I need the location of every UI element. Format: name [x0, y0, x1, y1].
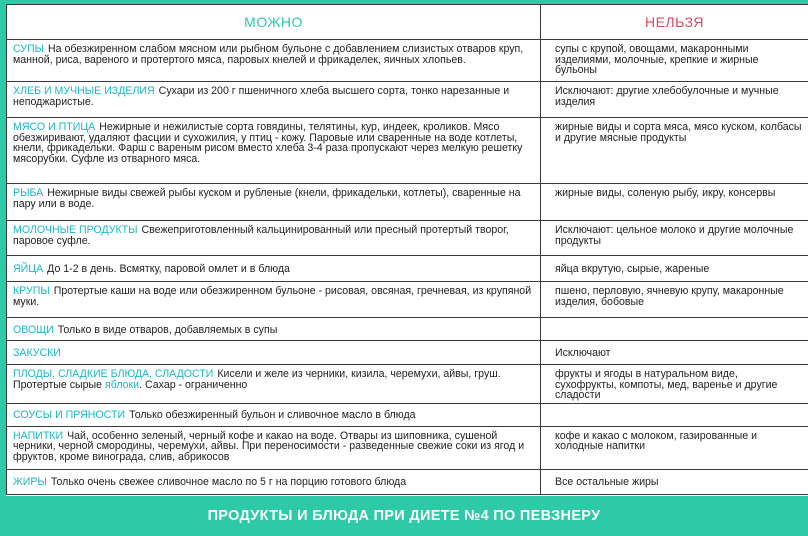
category-label: ХЛЕБ И МУЧНЫЕ ИЗДЕЛИЯ [13, 85, 155, 97]
forbidden-cell [541, 282, 808, 318]
forbidden-text: супы с крупой, овощами, макаронными изделиями, молочные, крепкие и жирные бульоны [555, 43, 759, 77]
table-row [7, 365, 808, 404]
forbidden-text: Исключают: цельное молоко и другие молочные продукты [555, 224, 794, 247]
category-label: МОЛОЧНЫЕ ПРОДУКТЫ [13, 224, 138, 236]
forbidden-text: Исключают [555, 347, 611, 360]
category-label: СУПЫ [13, 43, 45, 55]
allowed-cell [7, 82, 541, 118]
category-label: РЫБА [13, 187, 44, 199]
allowed-cell [7, 221, 541, 256]
category-label: МЯСО И ПТИЦА [13, 121, 96, 133]
table-header-row [7, 5, 808, 40]
table-row [7, 282, 808, 318]
allowed-cell [7, 469, 541, 494]
forbidden-cell [541, 365, 808, 404]
allowed-cell [7, 184, 541, 221]
forbidden-text: фрукты и ягоды в натуральном виде, сухофрукты, компоты, мед, варенье и другие сладости [555, 368, 778, 402]
forbidden-text: Все остальные жиры [555, 476, 659, 489]
allowed-text: Нежирные виды свежей рыбы куском и рубленые (кнели, фрикадельки, котлеты), сваренные на пару или в воде. [13, 187, 521, 210]
allowed-cell [7, 256, 541, 282]
footer-title: ПРОДУКТЫ И БЛЮДА ПРИ ДИЕТЕ №4 ПО ПЕВЗНЕРУ [207, 508, 601, 524]
allowed-cell [7, 426, 541, 469]
table-row [7, 426, 808, 469]
allowed-text: Чай, особенно зеленый, черный кофе и какао на воде. Отвары из шиповника, сушеной черники, черной смородины, черемухи, айвы. При переносимости - разведенные свежие соки из ягод и фруктов, кроме винограда, слив, абрикосов [13, 429, 525, 463]
allowed-text: Нежирные и нежилистые сорта говядины, телятины, кур, индеек, кроликов. Мясо обезжиривают, удаляют фасции и сухожилия, у птиц - кожу. Паровые или сваренные на воде котлеты, кнели, фрикадельки. Фарш с вареным рисом вместо хлеба 3-4 раза пропускают через мелкую решетку мясорубки. Суфле из отварного мяса. [13, 121, 523, 165]
forbidden-cell [541, 40, 808, 82]
category-label: ЯЙЦА [13, 263, 44, 276]
category-label: ОВОЩИ [13, 323, 54, 336]
forbidden-cell [541, 256, 808, 282]
forbidden-cell [541, 221, 808, 256]
forbidden-cell [541, 403, 808, 426]
table-row [7, 118, 808, 184]
allowed-text: Только обезжиренный бульон и сливочное масло в блюда [129, 409, 416, 422]
highlighted-word: яблоки [105, 378, 140, 391]
allowed-cell [7, 40, 541, 82]
diet-table-sheet [6, 4, 808, 496]
category-label: ЖИРЫ [13, 476, 47, 489]
allowed-text: Свежеприготовленный кальцинированный или пресный протертый творог, паровое суфле. [13, 224, 509, 247]
table-row [7, 318, 808, 341]
forbidden-cell [541, 426, 808, 469]
category-label: КРУПЫ [13, 285, 50, 297]
forbidden-cell [541, 469, 808, 494]
category-label: ЗАКУСКИ [13, 347, 61, 360]
table-row [7, 221, 808, 256]
allowed-cell [7, 365, 541, 404]
category-label: ПЛОДЫ, СЛАДКИЕ БЛЮДА, СЛАДОСТИ [13, 368, 214, 380]
forbidden-cell [541, 184, 808, 221]
forbidden-text: жирные виды, соленую рыбу, икру, консервы [555, 187, 776, 199]
table-row [7, 82, 808, 118]
allowed-text: Сухари из 200 г пшеничного хлеба высшего сорта, тонко нарезанные и неподжаристые. [13, 85, 510, 108]
forbidden-cell [541, 318, 808, 341]
allowed-cell [7, 403, 541, 426]
table-row [7, 469, 808, 494]
forbidden-text: пшено, перловую, ячневую крупу, макаронные изделия, бобовые [555, 285, 784, 308]
allowed-text: Только очень свежее сливочное масло по 5 г на порцию готового блюда [50, 476, 407, 489]
table-row [7, 341, 808, 365]
forbidden-text: жирные виды и сорта мяса, мясо куском, колбасы и другие мясные продукты [555, 121, 802, 144]
allowed-cell [7, 282, 541, 318]
allowed-text: Протертые каши на воде или обезжиренном бульоне - рисовая, овсяная, гречневая, из крупяной муки. [13, 285, 532, 308]
table-row [7, 256, 808, 282]
forbidden-cell [541, 118, 808, 184]
header-allowed: МОЖНО [7, 5, 541, 40]
allowed-text: До 1-2 в день. Всмятку, паровой омлет и в блюда [47, 263, 290, 276]
forbidden-text: Исключают: другие хлебобулочные и мучные изделия [555, 85, 779, 108]
category-label: НАПИТКИ [13, 429, 64, 442]
allowed-cell [7, 318, 541, 341]
allowed-text: На обезжиренном слабом мясном или рыбном бульоне с добавлением слизистых отваров круп, манной, риса, вареного и протертого мяса, паровых кнелей и фрикаделек, яичных хлопьев. [13, 43, 524, 66]
diet-table [6, 4, 808, 495]
forbidden-cell [541, 341, 808, 365]
table-row [7, 403, 808, 426]
allowed-cell [7, 118, 541, 184]
table-row [7, 40, 808, 82]
header-forbidden: НЕЛЬЗЯ [541, 5, 808, 40]
allowed-text: Кисели и желе из черники, кизила, черемухи, айвы, груш. Протертые сырые [13, 368, 501, 391]
allowed-text: Только в виде отваров, добавляемых в супы [57, 323, 278, 336]
forbidden-cell [541, 82, 808, 118]
allowed-cell [7, 341, 541, 365]
category-label: СОУСЫ И ПРЯНОСТИ [13, 409, 126, 422]
forbidden-text: кофе и какао с молоком, газированные и холодные напитки [555, 429, 758, 453]
forbidden-text: яйца вкрутую, сырые, жареные [555, 263, 710, 276]
table-row [7, 184, 808, 221]
allowed-text-end: . Сахар - ограниченно [139, 378, 248, 391]
